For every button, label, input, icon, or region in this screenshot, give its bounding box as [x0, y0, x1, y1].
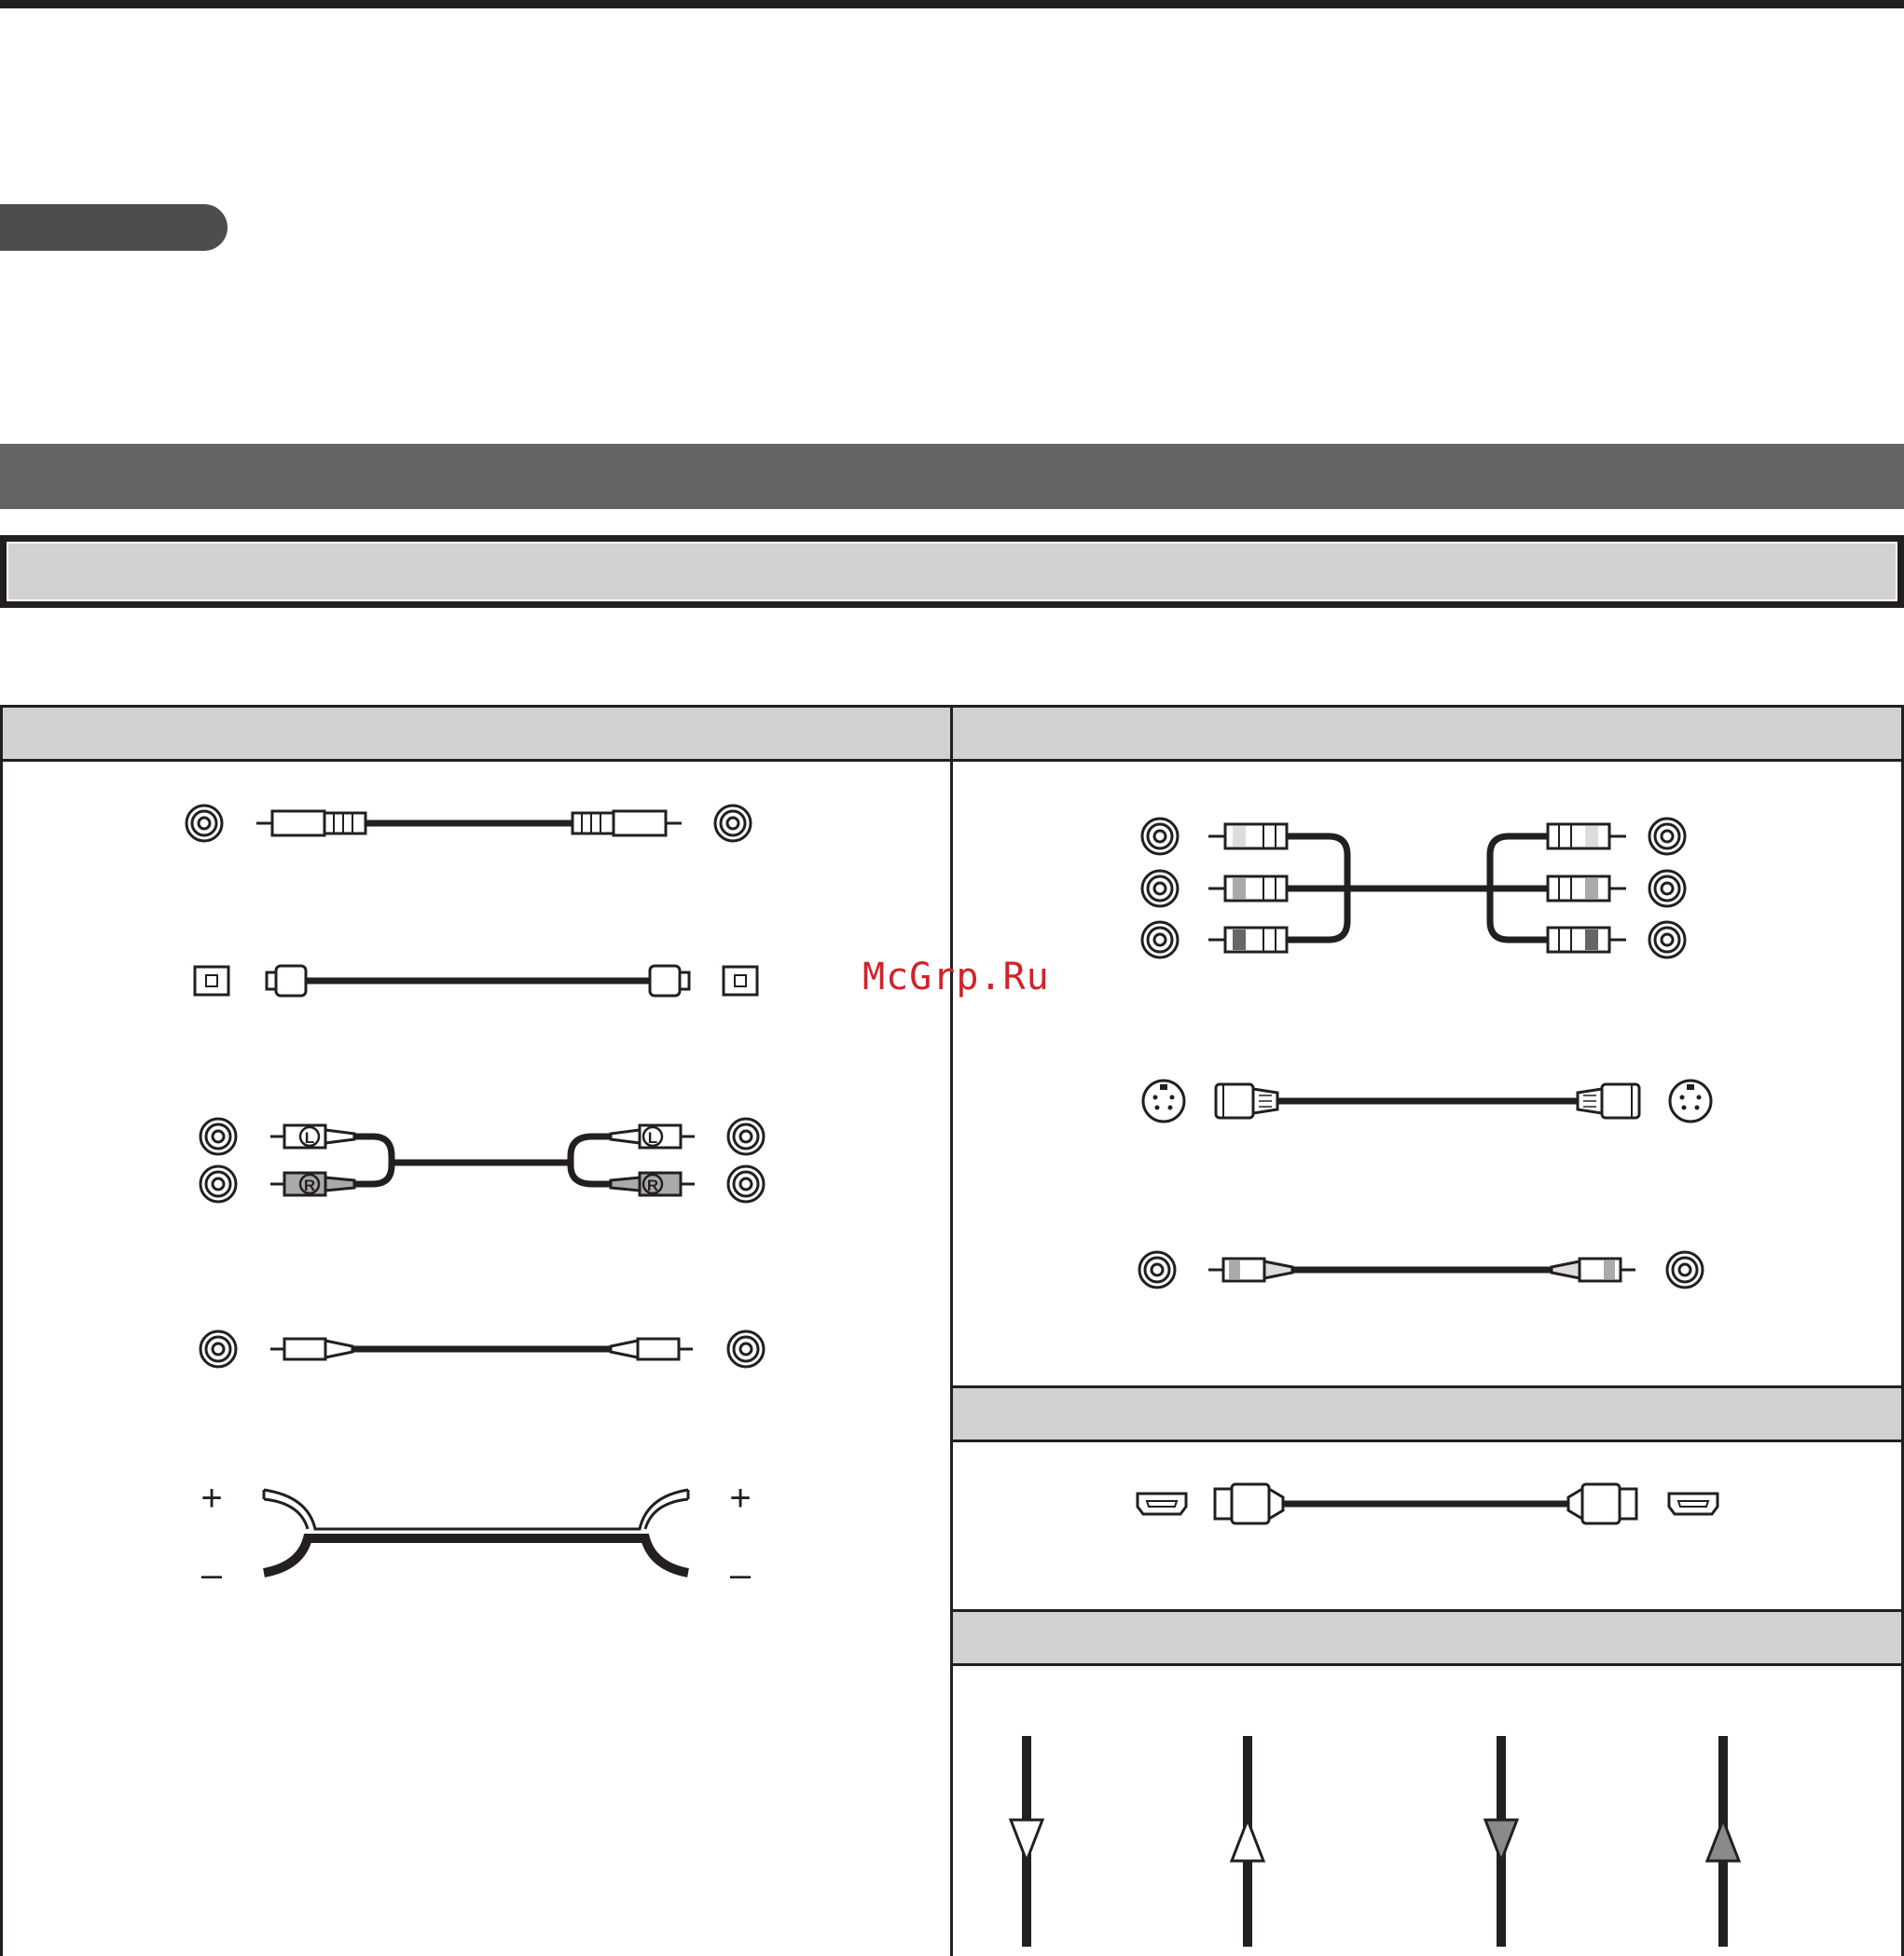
- mono-audio-cable: [200, 1331, 764, 1367]
- composite-video-cable: [1139, 1252, 1703, 1288]
- svg-text:L: L: [304, 1129, 315, 1147]
- component-video-cable: [1142, 819, 1685, 957]
- minus-left: –: [200, 1554, 223, 1595]
- svg-text:R: R: [303, 1177, 316, 1194]
- speaker-cable: [200, 1478, 752, 1595]
- svg-text:R: R: [646, 1177, 659, 1194]
- plus-left: +: [200, 1478, 223, 1519]
- white-arrow-down: [1011, 1736, 1042, 1947]
- gray-arrow-down: [1485, 1736, 1517, 1947]
- stereo-audio-cable: [200, 1119, 764, 1202]
- svg-text:L: L: [647, 1129, 658, 1147]
- watermark-text: McGrp.Ru: [862, 956, 1050, 999]
- optical-digital-cable: [195, 966, 757, 996]
- hdmi-cable: [1138, 1484, 1718, 1523]
- coaxial-digital-cable: [186, 806, 751, 841]
- gray-arrow-up: [1707, 1736, 1739, 1947]
- white-arrow-up: [1232, 1736, 1263, 1947]
- s-video-cable: [1143, 1081, 1711, 1122]
- plus-right: +: [729, 1478, 752, 1519]
- minus-right: –: [729, 1554, 752, 1595]
